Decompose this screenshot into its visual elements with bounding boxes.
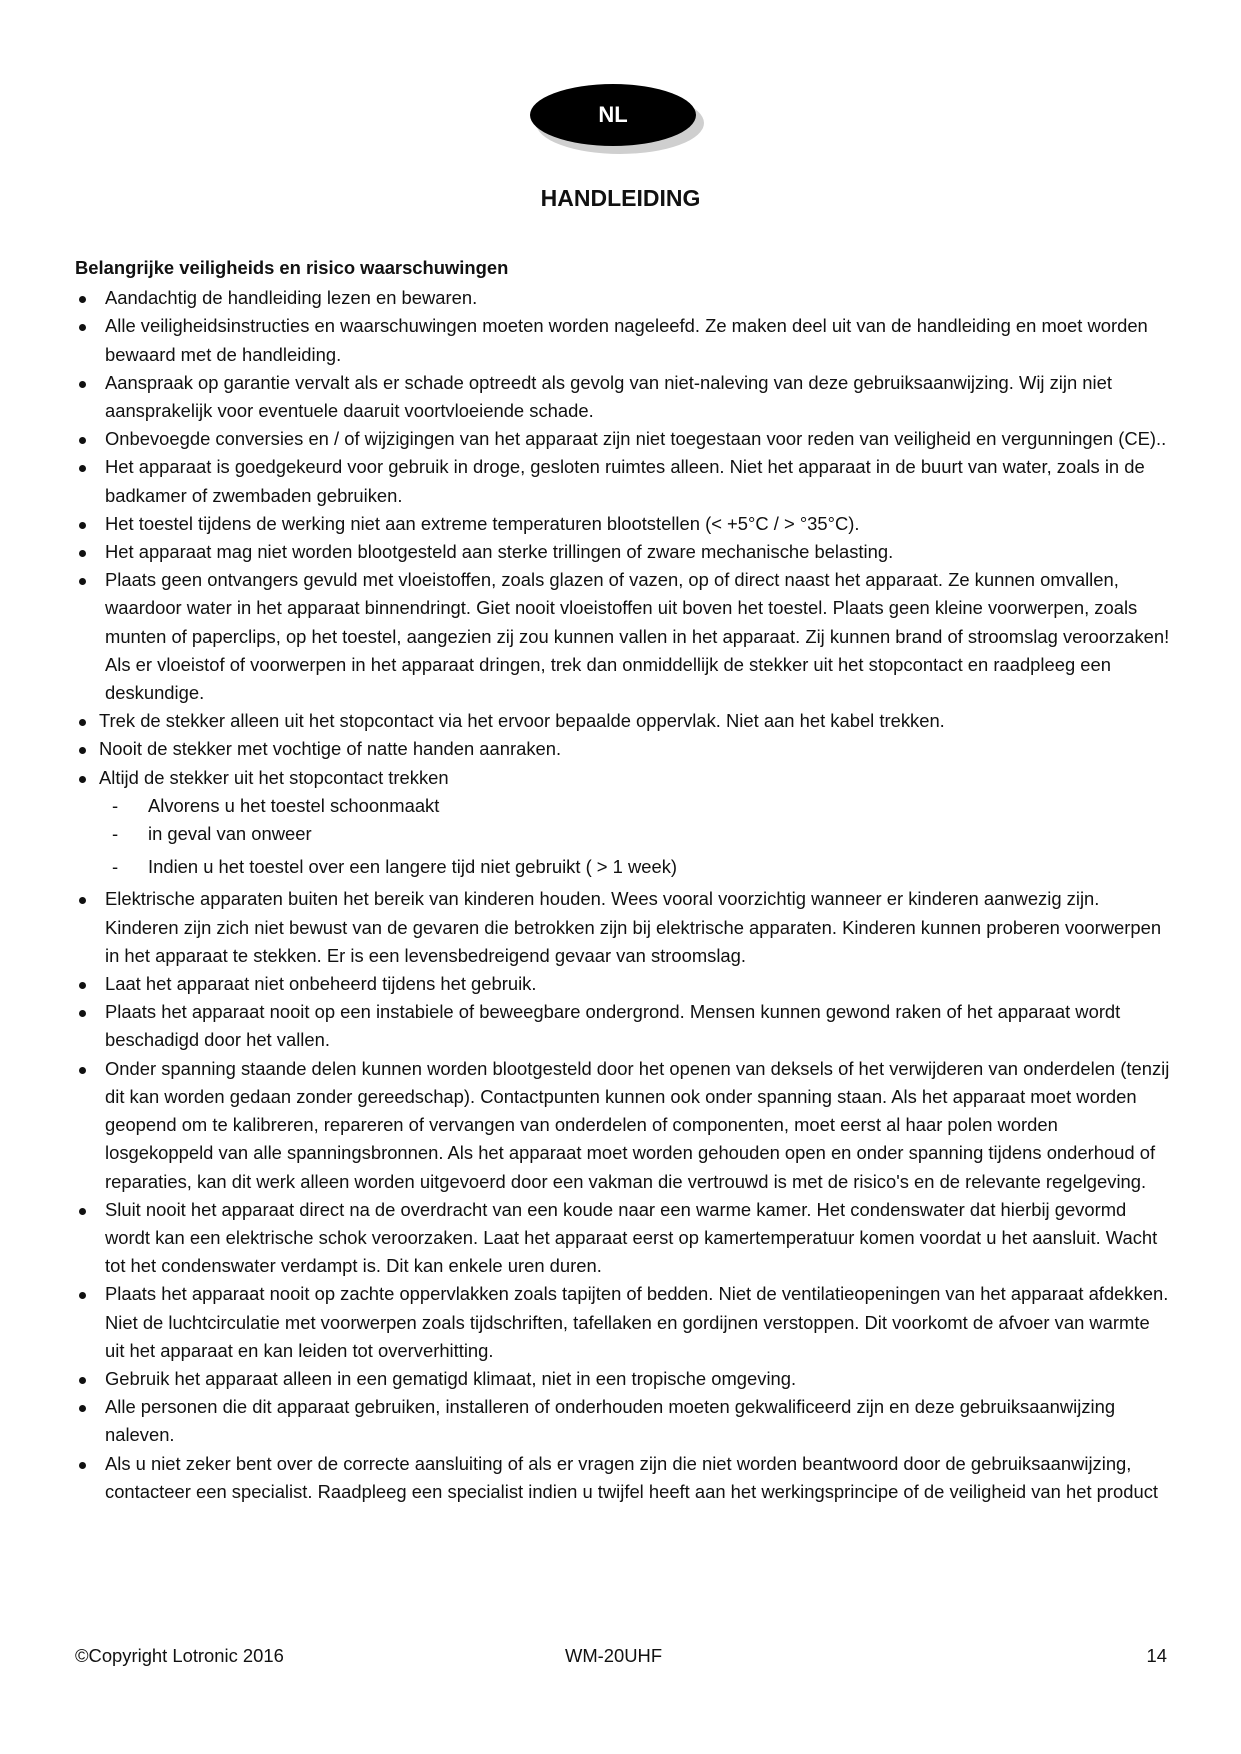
dash-icon: - xyxy=(112,823,119,845)
bullet-icon xyxy=(79,522,86,529)
bullet-icon xyxy=(79,1208,86,1215)
bullet-icon xyxy=(79,296,86,303)
bullet-icon xyxy=(79,1292,86,1299)
page-number: 14 xyxy=(1146,1645,1167,1666)
bullet-icon xyxy=(79,1377,86,1384)
list-item: Het apparaat is goedgekeurd voor gebruik in droge, gesloten ruimtes alleen. Niet het apparaat in de buurt van water, zoals in de badkamer of zwembaden gebruiken. xyxy=(75,453,1170,509)
list-item: Trek de stekker alleen uit het stopcontact via het ervoor bepaalde oppervlak. Niet aan het kabel trekken. xyxy=(75,707,1170,735)
bullet-icon xyxy=(79,897,86,904)
bullet-icon xyxy=(79,776,86,783)
list-item: Plaats het apparaat nooit op een instabiele of beweegbare ondergrond. Mensen kunnen gewond raken of het apparaat wordt beschadigd door het vallen. xyxy=(75,998,1170,1054)
bullet-icon xyxy=(79,578,86,585)
safety-section xyxy=(75,254,1170,1506)
list-item: Laat het apparaat niet onbeheerd tijdens het gebruik. xyxy=(75,970,1170,998)
list-item: Plaats het apparaat nooit op zachte oppervlakken zoals tapijten of bedden. Niet de ventilatieopeningen van het apparaat afdekken. Niet de luchtcirculatie met voorwerpen zoals tijdschriften, tafellaken en gordijnen verstoppen. Dit voorkomt de afvoer van warmte uit het apparaat en kan leiden tot oververhitting. xyxy=(75,1280,1170,1365)
bullet-icon xyxy=(79,381,86,388)
list-item: Gebruik het apparaat alleen in een gematigd klimaat, niet in een tropische omgeving. xyxy=(75,1365,1170,1393)
sub-list-item: - Indien u het toestel over een langere tijd niet gebruikt ( > 1 week) xyxy=(75,853,1170,881)
bullet-icon xyxy=(79,1462,86,1469)
bullet-icon xyxy=(79,465,86,472)
bullet-icon xyxy=(79,1067,86,1074)
unplug-conditions-list xyxy=(75,792,1170,882)
list-item: Alle veiligheidsinstructies en waarschuwingen moeten worden nageleefd. Ze maken deel uit van de handleiding en moet worden bewaard met de handleiding. xyxy=(75,312,1170,368)
list-item: Het toestel tijdens de werking niet aan extreme temperaturen blootstellen (< +5°C / > °35°C). xyxy=(75,510,1170,538)
list-item: Elektrische apparaten buiten het bereik van kinderen houden. Wees vooral voorzichtig wanneer er kinderen aanwezig zijn. Kinderen zijn zich niet bewust van de gevaren die betrokken zijn bij elektrische apparaten. Kinderen kunnen proberen voorwerpen in het apparaat te stekken. Er is een levensbedreigend gevaar van stroomslag. xyxy=(75,885,1170,970)
safety-list xyxy=(75,284,1170,792)
section-subtitle: Belangrijke veiligheids en risico waarschuwingen xyxy=(75,257,509,278)
sub-list-item: - Alvorens u het toestel schoonmaakt xyxy=(75,792,1170,820)
bullet-icon xyxy=(79,1405,86,1412)
list-item: Het apparaat mag niet worden blootgesteld aan sterke trillingen of zware mechanische belasting. xyxy=(75,538,1170,566)
list-item: Aanspraak op garantie vervalt als er schade optreedt als gevolg van niet-naleving van deze gebruiksaanwijzing. Wij zijn niet aansprakelijk voor eventuele daaruit voortvloeiende schade. xyxy=(75,369,1170,425)
list-item: Onbevoegde conversies en / of wijzigingen van het apparaat zijn niet toegestaan voor reden van veiligheid en vergunningen (CE).. xyxy=(75,425,1170,453)
dash-icon: - xyxy=(112,794,119,816)
bullet-icon xyxy=(79,1010,86,1017)
list-item: Onder spanning staande delen kunnen worden blootgesteld door het openen van deksels of het verwijderen van onderdelen (tenzij dit kan worden gedaan zonder gereedschap). Contactpunten kunnen ook onder spanning staan. Als het apparaat moet worden geopend om te kalibreren, repareren of vervangen van onderdelen of componenten, moet eerst al haar polen worden losgekoppeld van alle spanningsbronnen. Als het apparaat moet worden gehouden open en onder spanning tijdens onderhoud of reparaties, kan dit werk alleen worden uitgevoerd door een vakman die vertrouwd is met de risico's en de relevante regelgeving. xyxy=(75,1055,1170,1196)
list-item: Alle personen die dit apparaat gebruiken, installeren of onderhouden moeten gekwalificeerd zijn en deze gebruiksaanwijzing naleven. xyxy=(75,1393,1170,1449)
bullet-icon xyxy=(79,982,86,989)
list-item: Nooit de stekker met vochtige of natte handen aanraken. xyxy=(75,735,1170,763)
sub-list-item: - in geval van onweer xyxy=(75,820,1170,848)
list-item: Sluit nooit het apparaat direct na de overdracht van een koude naar een warme kamer. Het condenswater dat hierbij gevormd wordt kan een elektrische schok veroorzaken. Laat het apparaat eerst op kamertemperatuur komen voordat u het aansluit. Wacht tot het condenswater verdampt is. Dit kan enkele uren duren. xyxy=(75,1196,1170,1281)
page-title: HANDLEIDING xyxy=(540,185,701,211)
list-item: Altijd de stekker uit het stopcontact trekken xyxy=(75,764,1170,792)
list-item: Plaats geen ontvangers gevuld met vloeistoffen, zoals glazen of vazen, op of direct naast het apparaat. Ze kunnen omvallen, waardoor water in het apparaat binnendringt. Giet nooit vloeistoffen uit boven het toestel. Plaats geen kleine voorwerpen, zoals munten of paperclips, op het toestel, aangezien zij zou kunnen vallen in het apparaat. Zij kunnen brand of stroomslag veroorzaken! Als er vloeistof of voorwerpen in het apparaat dringen, trek dan onmiddellijk de stekker uit het stopcontact en raadpleeg een deskundige. xyxy=(75,566,1170,707)
language-badge xyxy=(530,84,706,156)
list-item: Aandachtig de handleiding lezen en bewaren. xyxy=(75,284,1170,312)
dash-icon: - xyxy=(112,856,119,878)
bullet-icon xyxy=(79,550,86,557)
bullet-icon xyxy=(79,324,86,331)
copyright-text: ©Copyright Lotronic 2016 xyxy=(75,1645,284,1666)
page-footer xyxy=(75,1645,1167,1675)
list-item: Als u niet zeker bent over de correcte aansluiting of als er vragen zijn die niet worden beantwoord door de gebruiksaanwijzing, contacteer een specialist. Raadpleeg een specialist indien u twijfel heeft aan het werkingsprincipe of de veiligheid van het product xyxy=(75,1450,1170,1506)
model-number: WM-20UHF xyxy=(565,1645,663,1666)
bullet-icon xyxy=(79,719,86,726)
language-badge-label: NL xyxy=(530,84,696,146)
bullet-icon xyxy=(79,437,86,444)
safety-list-continued xyxy=(75,885,1170,1505)
bullet-icon xyxy=(79,747,86,754)
